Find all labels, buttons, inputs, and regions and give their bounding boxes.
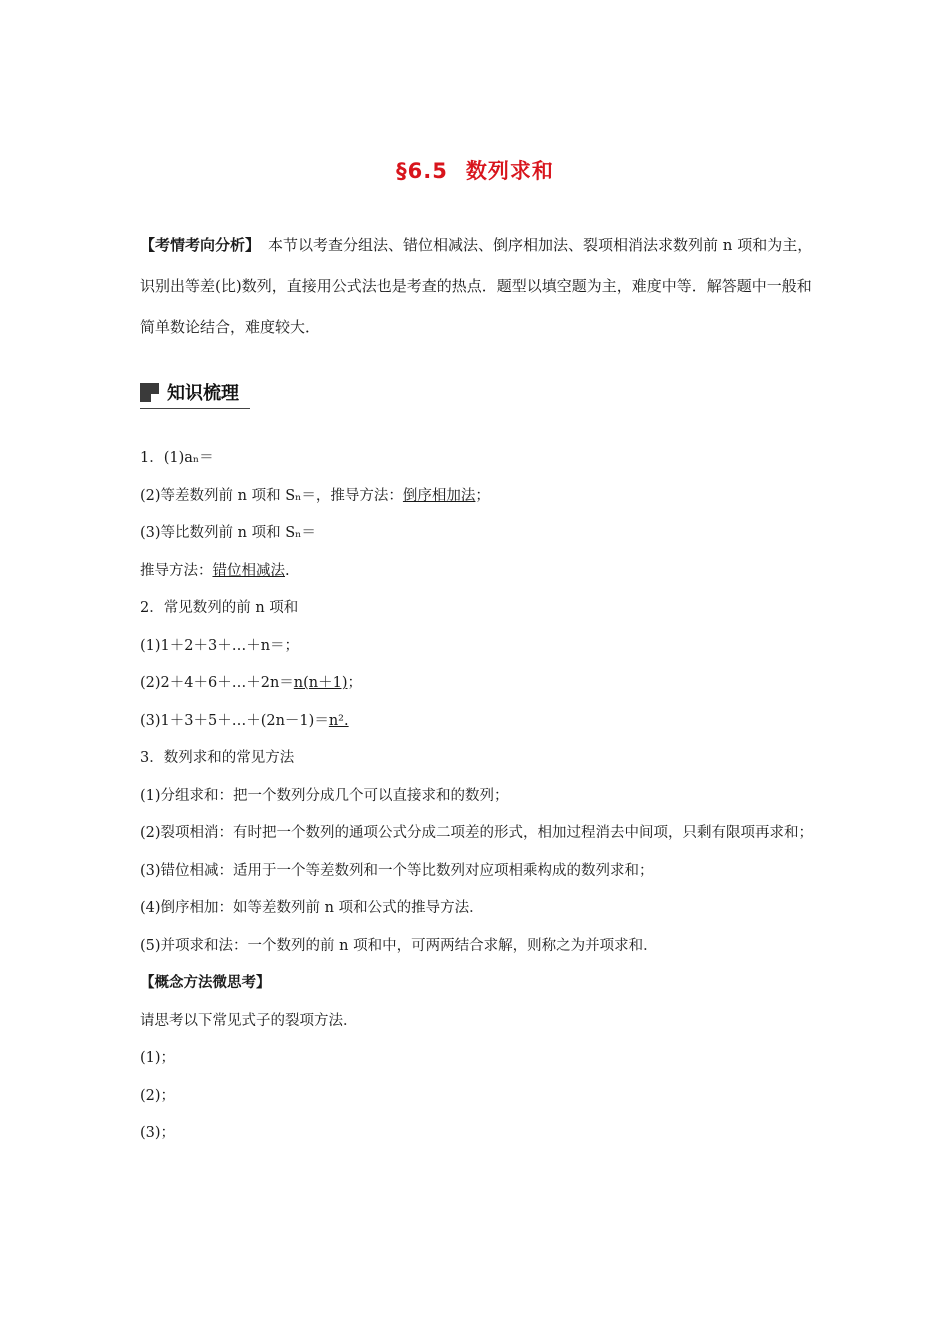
line-4-end: . <box>285 562 290 579</box>
knowledge-content <box>140 440 820 1153</box>
line-14: (5)并项求和法：一个数列的前 n 项和中，可两两结合求解，则称之为并项求和． <box>140 937 658 954</box>
line-4-answer: 错位相减法 <box>212 562 285 579</box>
line-10: (1)分组求和：把一个数列分成几个可以直接求和的数列； <box>140 787 509 804</box>
line-8 <box>140 703 820 741</box>
concept-heading: 【概念方法微思考】 <box>140 975 271 991</box>
section-square-icon <box>140 383 159 402</box>
line-7-end: ； <box>347 675 362 691</box>
line-8-answer: n². <box>328 712 349 729</box>
title-text: 数列求和 <box>465 159 554 183</box>
line-7-answer: n(n＋1) <box>293 675 348 691</box>
line-17: (1)； <box>140 1050 176 1066</box>
line-4-text: 推导方法： <box>140 562 213 579</box>
line-12: (3)错位相减：适用于一个等差数列和一个等比数列对应项相乘构成的数列求和； <box>140 862 654 879</box>
line-13: (4)倒序相加：如等差数列前 n 项和公式的推导方法． <box>140 900 484 916</box>
line-9: 3．数列求和的常见方法 <box>140 750 295 766</box>
line-5: 2．常见数列的前 n 项和 <box>140 600 299 616</box>
line-4 <box>140 553 820 591</box>
line-2-text: (2)等差数列前 n 项和 Sₙ＝，推导方法： <box>140 487 403 504</box>
line-7-text: (2)2＋4＋6＋…＋2n＝ <box>140 675 294 691</box>
analysis-body: 本节以考查分组法、错位相减法、倒序相加法、裂项相消法求数列前 n 项和为主，识别出等差(比)数列，直接用公式法也是考查的热点．题型以填空题为主，难度中等．解答题中一般和简单数论结合，难度较大． <box>140 236 813 336</box>
section-heading-label: 知识梳理 <box>167 383 239 404</box>
section-number: §6.5 <box>396 159 448 183</box>
line-6: (1)1＋2＋3＋…＋n＝； <box>140 637 300 654</box>
analysis-paragraph <box>140 225 820 348</box>
line-2 <box>140 478 820 516</box>
line-18: (2)； <box>140 1087 176 1104</box>
section-heading <box>140 378 250 409</box>
line-2-end: ； <box>475 487 490 504</box>
line-7 <box>140 665 820 703</box>
line-1: 1．(1)aₙ＝ <box>140 450 214 466</box>
line-19: (3)； <box>140 1125 176 1141</box>
line-8-text: (3)1＋3＋5＋…＋(2n－1)＝ <box>140 712 329 729</box>
line-3: (3)等比数列前 n 项和 Sₙ＝ <box>140 525 316 541</box>
page-title <box>0 155 950 185</box>
line-2-answer: 倒序相加法 <box>402 487 476 504</box>
line-11: (2)裂项相消：有时把一个数列的通项公式分成二项差的形式，相加过程消去中间项，只剩有限项再求和； <box>140 825 814 841</box>
analysis-label: 【考情考向分析】 <box>140 236 261 254</box>
line-16: 请思考以下常见式子的裂项方法． <box>140 1012 358 1029</box>
